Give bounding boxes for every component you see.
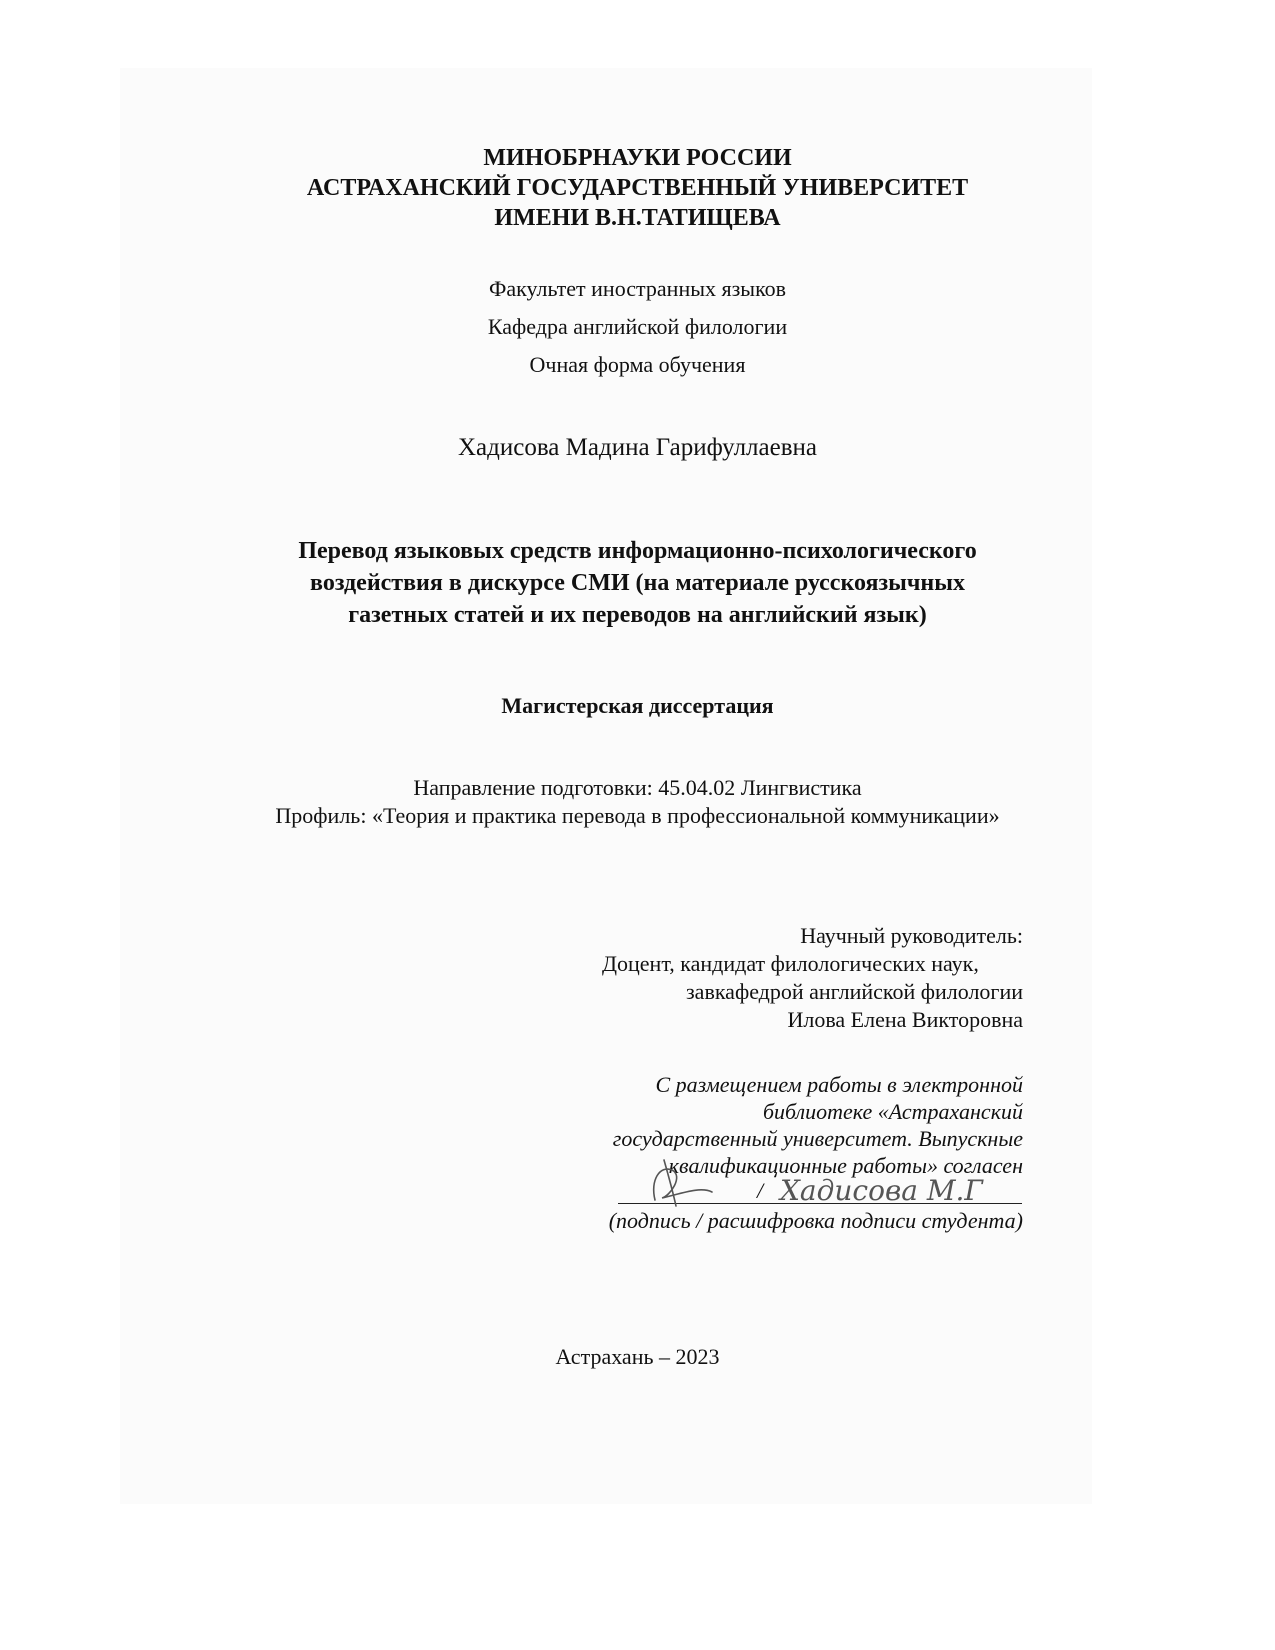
university-name-heading: ИМЕНИ В.Н.ТАТИЩЕВА: [494, 205, 781, 231]
ministry-heading: МИНОБРНАУКИ РОССИИ: [483, 145, 792, 171]
faculty-label: Факультет иностранных языков: [488, 276, 787, 301]
thesis-title-line-3: газетных статей и их переводов на английский язык): [348, 602, 927, 628]
consent-line-4: квалификационные работы» согласен: [668, 1153, 1023, 1178]
supervisor-position: Доцент, кандидат филологических наук,: [602, 951, 979, 976]
author-name: Хадисова Мадина Гарифуллаевна: [457, 434, 818, 461]
supervisor-label: Научный руководитель:: [800, 923, 1023, 948]
consent-line-1: С размещением работы в электронной: [655, 1072, 1023, 1097]
consent-line-2: библиотеке «Астраханский: [762, 1099, 1023, 1124]
work-type: Магистерская диссертация: [501, 693, 774, 718]
signature-name-text: Хадисова М.Г: [780, 1174, 983, 1207]
signature-separator: /: [757, 1178, 764, 1203]
consent-line-3: государственный университет. Выпускные: [612, 1126, 1023, 1151]
study-form-label: Очная форма обучения: [529, 352, 746, 377]
thesis-title-line-1: Перевод языковых средств информационно-психологического: [298, 538, 977, 564]
supervisor-role: завкафедрой английской филологии: [685, 979, 1023, 1004]
supervisor-name: Илова Елена Викторовна: [787, 1007, 1023, 1032]
thesis-title-line-2: воздействия в дискурсе СМИ (на материале русскоязычных: [310, 570, 965, 596]
program-direction: Направление подготовки: 45.04.02 Лингвистика: [413, 775, 862, 800]
program-profile: Профиль: «Теория и практика перевода в профессиональной коммуникации»: [275, 803, 1000, 828]
university-heading: АСТРАХАНСКИЙ ГОСУДАРСТВЕННЫЙ УНИВЕРСИТЕТ: [306, 175, 969, 201]
city-year-footer: Астрахань – 2023: [555, 1344, 720, 1369]
signature-caption: (подпись / расшифровка подписи студента): [608, 1208, 1023, 1233]
department-label: Кафедра английской филологии: [487, 314, 788, 339]
